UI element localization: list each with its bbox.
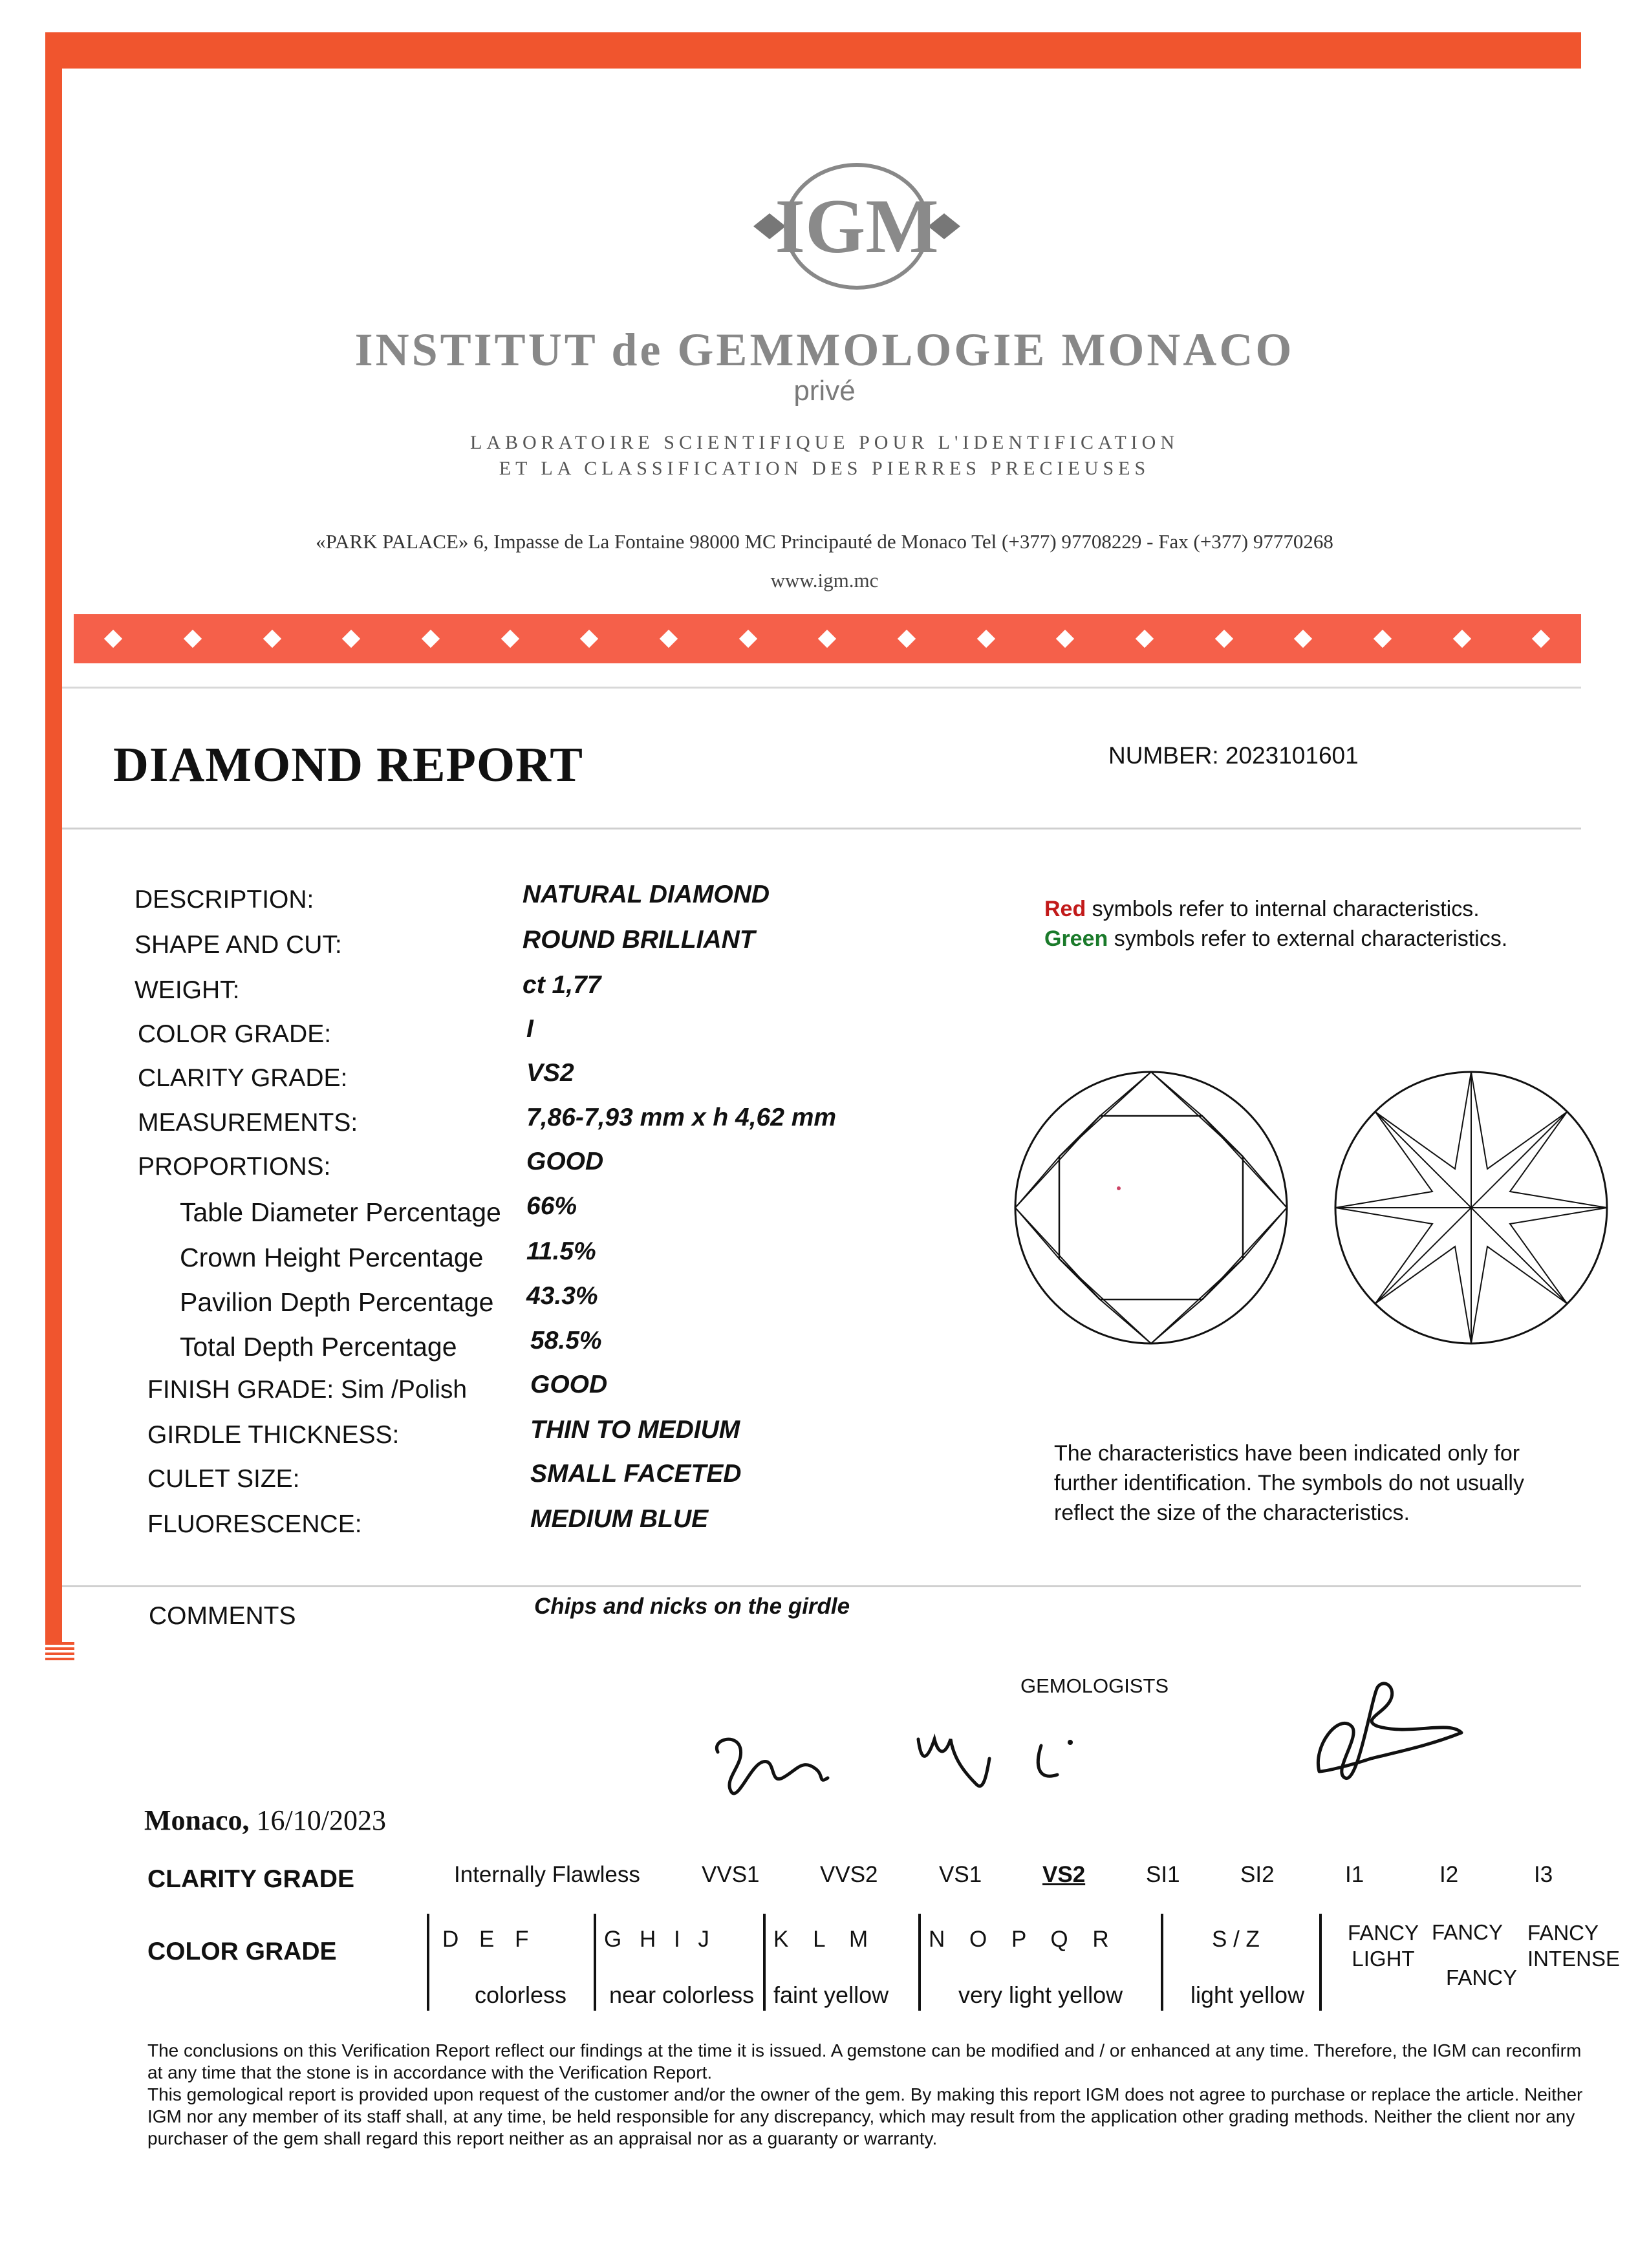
divider xyxy=(62,1585,1581,1587)
clarity-grade-si1: SI1 xyxy=(1146,1862,1180,1887)
strip-diamond-icon xyxy=(342,630,360,648)
strip-diamond-icon xyxy=(263,630,281,648)
field-value: I xyxy=(526,1015,534,1043)
field-label: GIRDLE THICKNESS: xyxy=(147,1421,400,1449)
field-label: CULET SIZE: xyxy=(147,1465,300,1493)
clarity-grade-i2: I2 xyxy=(1439,1862,1459,1887)
strip-diamond-icon xyxy=(660,630,678,648)
field-value: 43.3% xyxy=(526,1282,598,1310)
clarity-grade-vvs2: VVS2 xyxy=(820,1862,878,1887)
green-label: Green xyxy=(1044,926,1108,951)
gemologist-signature-1 xyxy=(705,1713,1093,1830)
clarity-grade-i3: I3 xyxy=(1534,1862,1553,1887)
strip-diamond-icon xyxy=(1294,630,1312,648)
field-label: Crown Height Percentage xyxy=(180,1243,484,1272)
comments-value: Chips and nicks on the girdle xyxy=(534,1594,850,1619)
field-label: Total Depth Percentage xyxy=(180,1332,457,1362)
clarity-grade-if: Internally Flawless xyxy=(454,1862,640,1887)
color-group-light-yellow: S / Z light yellow xyxy=(1161,1914,1322,2011)
red-label: Red xyxy=(1044,897,1086,921)
color-group-fancy: FANCY LIGHT FANCY FANCY INTENSE FANCY xyxy=(1319,1914,1584,2011)
divider xyxy=(62,687,1581,689)
gemologists-label: GEMOLOGISTS xyxy=(1020,1674,1169,1697)
field-label: Pavilion Depth Percentage xyxy=(180,1287,494,1317)
field-value: NATURAL DIAMOND xyxy=(523,881,770,908)
field-label: PROPORTIONS: xyxy=(138,1153,331,1181)
field-value: 11.5% xyxy=(526,1237,596,1265)
gemologist-signature-2 xyxy=(1300,1674,1468,1791)
field-value: GOOD xyxy=(530,1371,608,1398)
strip-diamond-icon xyxy=(739,630,757,648)
strip-diamond-icon xyxy=(104,630,122,648)
field-label: FINISH GRADE: Sim /Polish xyxy=(147,1376,468,1404)
comments-label: COMMENTS xyxy=(149,1602,296,1630)
clarity-scale-label: CLARITY GRADE xyxy=(147,1865,354,1893)
color-scale-label: COLOR GRADE xyxy=(147,1938,337,1965)
field-label: MEASUREMENTS: xyxy=(138,1109,358,1137)
lab-description-line2: ET LA CLASSIFICATION DES PIERRES PRECIEUSES xyxy=(499,458,1150,479)
disclaimer-paragraph-2: This gemological report is provided upon request of the customer and/or the owner of the gem. By making this report IGM does not agree to purchase or replace the article. Neither IGM nor any member of its staff shall, at any time, be held responsible for any discrepancy, which may result from the application other grading methods. Neither the client nor any purchaser of the gem shall regard this report neither as an appraisal nor as a guaranty or warranty. xyxy=(147,2084,1583,2148)
field-value: 58.5% xyxy=(530,1327,602,1354)
strip-diamond-icon xyxy=(1453,630,1471,648)
strip-diamond-icon xyxy=(898,630,916,648)
strip-diamond-icon xyxy=(977,630,995,648)
field-value: SMALL FACETED xyxy=(530,1460,742,1488)
color-group-near-colorless: G H I J near colorless xyxy=(594,1914,766,2011)
color-group-very-light-yellow: N O P Q R very light yellow xyxy=(918,1914,1163,2011)
top-orange-band xyxy=(45,32,1581,69)
red-note: symbols refer to internal characteristics. xyxy=(1086,897,1480,921)
color-scale xyxy=(427,1914,1621,2011)
strip-diamond-icon xyxy=(422,630,440,648)
field-value: THIN TO MEDIUM xyxy=(530,1416,740,1444)
clarity-grade-vs2-selected: VS2 xyxy=(1042,1862,1086,1887)
green-note: symbols refer to external characteristics. xyxy=(1108,926,1508,951)
field-value: ROUND BRILLIANT xyxy=(523,926,755,954)
strip-diamond-icon xyxy=(1374,630,1392,648)
disclaimer-paragraph-1: The conclusions on this Verification Report reflect our findings at the time it is issued. A gemstone can be modified and / or enhanced at any time. Therefore, the IGM can reconfirm at any time that the stone is in accordance with the Verification Report. xyxy=(147,2040,1582,2082)
field-label: SHAPE AND CUT: xyxy=(135,931,342,959)
strip-diamond-icon xyxy=(1136,630,1154,648)
disclaimer xyxy=(147,2040,1583,2150)
website: www.igm.mc xyxy=(770,569,879,592)
strip-diamond-icon xyxy=(818,630,836,648)
field-label: FLUORESCENCE: xyxy=(147,1510,362,1538)
left-edge-marks xyxy=(45,1642,74,1663)
strip-diamond-icon xyxy=(1215,630,1233,648)
clarity-grade-i1: I1 xyxy=(1345,1862,1364,1887)
report-title: DIAMOND REPORT xyxy=(113,738,583,792)
field-value: 7,86-7,93 mm x h 4,62 mm xyxy=(526,1104,837,1131)
crown-diagram xyxy=(1009,1065,1293,1350)
strip-diamond-icon xyxy=(580,630,598,648)
field-label: Table Diameter Percentage xyxy=(180,1197,501,1227)
color-group-colorless: D E F colorless xyxy=(427,1914,596,2011)
field-label: CLARITY GRADE: xyxy=(138,1064,348,1092)
characteristics-note: The characteristics have been indicated only for further identification. The symbols do not usually reflect the size of the characteristics. xyxy=(1054,1441,1524,1525)
strip-diamond-icon xyxy=(1532,630,1550,648)
field-value: 66% xyxy=(526,1192,577,1220)
institute-subtitle: privé xyxy=(793,375,856,407)
igm-logo xyxy=(750,162,964,291)
lab-description-line1: LABORATOIRE SCIENTIFIQUE POUR L'IDENTIFICATION xyxy=(470,432,1179,453)
left-orange-band xyxy=(45,32,62,1662)
field-label: COLOR GRADE: xyxy=(138,1020,332,1048)
pavilion-diagram xyxy=(1329,1065,1613,1350)
institute-name: INSTITUT de GEMMOLOGIE MONACO xyxy=(354,324,1295,376)
clarity-grade-vvs1: VVS1 xyxy=(702,1862,760,1887)
field-value: VS2 xyxy=(526,1059,574,1087)
field-label: DESCRIPTION: xyxy=(135,886,314,914)
logo-letters: IGM xyxy=(775,183,939,269)
strip-diamond-icon xyxy=(501,630,519,648)
report-number: NUMBER: 2023101601 xyxy=(1108,742,1359,769)
address: «PARK PALACE» 6, Impasse de La Fontaine 98000 MC Principauté de Monaco Tel (+377) 97708229 - Fax (+377) 97770268 xyxy=(316,530,1333,553)
diamond-pattern-strip xyxy=(74,614,1581,663)
field-value: GOOD xyxy=(526,1148,604,1175)
date: 16/10/2023 xyxy=(256,1804,386,1836)
symbols-legend xyxy=(1044,894,1575,954)
strip-diamond-icon xyxy=(1056,630,1074,648)
clarity-grade-vs1: VS1 xyxy=(939,1862,982,1887)
strip-diamond-icon xyxy=(184,630,202,648)
color-group-faint-yellow: K L M faint yellow xyxy=(763,1914,921,2011)
divider xyxy=(62,828,1581,829)
place: Monaco, xyxy=(144,1804,250,1836)
field-value: ct 1,77 xyxy=(523,971,601,999)
clarity-grade-si2: SI2 xyxy=(1240,1862,1275,1887)
field-label: WEIGHT: xyxy=(135,976,240,1004)
place-date xyxy=(144,1804,386,1837)
field-value: MEDIUM BLUE xyxy=(530,1505,709,1533)
